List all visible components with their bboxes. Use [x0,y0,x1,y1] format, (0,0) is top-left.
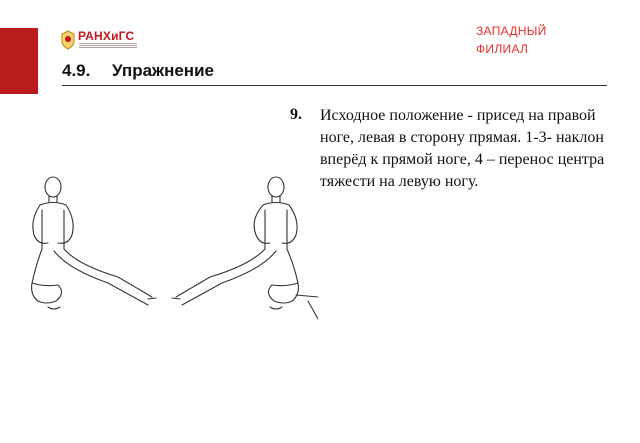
slide-title-text: Упражнение [112,61,214,80]
branch-line-1: ЗАПАДНЫЙ [476,24,547,38]
branch-label [476,22,547,58]
slide-title [62,61,214,81]
logo-subtitle [79,43,137,49]
exercise-description: Исходное положение - присед на правой ноге, левая в сторону прямая. 1-3- наклон вперёд к прямой ноге, 4 – перенос центра тяжести на левую ногу. [320,107,605,190]
brand-accent-bar [0,28,38,94]
exercise-illustration [18,165,318,325]
figure-left [32,177,156,309]
slide-number: 4.9. [62,61,91,80]
exercise-number: 9. [290,106,302,123]
logo-text: РАНХиГС [78,29,135,43]
ranepa-logo [60,30,140,52]
figure-right [172,177,318,319]
branch-line-2: ФИЛИАЛ [476,42,529,56]
title-divider [62,85,607,86]
emblem-icon [60,30,76,50]
